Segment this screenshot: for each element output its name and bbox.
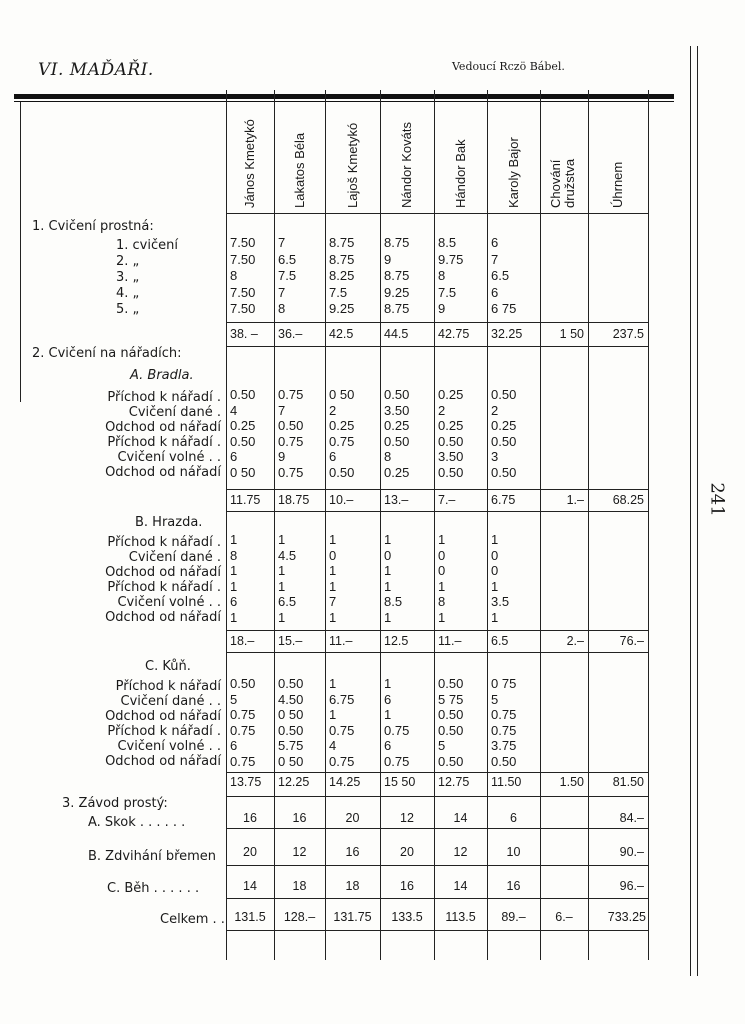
- total-value: 20: [345, 811, 360, 825]
- total-value: 1.–: [566, 493, 584, 507]
- cell-value: 0.25: [384, 464, 410, 480]
- header-rule-thin: [14, 101, 674, 102]
- row-rule: [226, 828, 648, 829]
- cell-value: 7.5: [329, 284, 348, 300]
- cell-value: 9.25: [329, 301, 355, 316]
- total-value: 14: [453, 811, 468, 825]
- cell-value: 6 75: [491, 301, 517, 316]
- cell-value: 0: [491, 547, 499, 563]
- cell-value: 1: [329, 676, 337, 691]
- row-label: Cvičení volné . .: [117, 595, 221, 610]
- cell-value: 8.75: [384, 235, 410, 250]
- cell-value: 0.75: [278, 464, 304, 480]
- column-header: Lakatos Béla: [291, 132, 307, 208]
- cell-value: 1: [329, 532, 337, 547]
- cell-value: 0 75: [491, 676, 517, 691]
- row-label: Příchod k nářadí .: [107, 724, 221, 739]
- total-value: 1.50: [559, 775, 584, 789]
- cell-value: 0.50: [438, 464, 464, 480]
- total-value: 38. –: [230, 327, 258, 341]
- row-label: Příchod k nářadí .: [107, 580, 221, 595]
- cell-value: 0: [438, 563, 446, 578]
- cell-value: 3.50: [384, 402, 410, 418]
- column-rule: [325, 90, 326, 960]
- total-value: 44.5: [384, 327, 409, 341]
- row-rule: [226, 489, 648, 490]
- total-value: 18: [292, 879, 307, 893]
- cell-value: 4: [329, 738, 337, 753]
- row-label: 1. cvičení: [116, 238, 178, 253]
- row-label: Odchod od nářadí: [105, 420, 221, 435]
- row-rule: [226, 796, 648, 797]
- cell-value: 1: [438, 532, 446, 547]
- cell-value: 1: [230, 609, 238, 625]
- cell-value: 7.50: [230, 301, 256, 316]
- cell-value: 5: [230, 691, 238, 707]
- total-value: 12.75: [438, 775, 470, 789]
- cell-value: 0.50: [438, 707, 464, 722]
- total-value: 6: [510, 811, 517, 825]
- cell-value: 8.5: [438, 235, 457, 250]
- total-value: 11.–: [329, 634, 353, 648]
- cell-value: 1: [384, 707, 392, 722]
- cell-value: 6: [491, 284, 499, 300]
- cell-value: 0.50: [230, 387, 256, 402]
- cell-value: 7: [278, 235, 286, 250]
- column-rule: [274, 90, 275, 960]
- cell-value: 6: [384, 691, 392, 707]
- cell-value: 0.25: [438, 387, 464, 402]
- cell-value: 0.50: [384, 387, 410, 402]
- cell-value: 6: [329, 449, 337, 464]
- team-leader: Vedoucí Rczö Bábel.: [452, 60, 565, 73]
- page-number: 241: [706, 482, 728, 517]
- cell-value: 1: [230, 563, 238, 578]
- cell-value: 5: [491, 691, 499, 707]
- cell-value: 1: [491, 578, 499, 594]
- cell-value: 0: [491, 563, 499, 578]
- cell-value: 0.50: [438, 676, 464, 691]
- cell-value: 1: [438, 609, 446, 625]
- row-label: 4. „: [116, 286, 140, 301]
- total-value: 96.–: [619, 879, 644, 893]
- cell-value: 8: [438, 594, 446, 609]
- total-value: 11.–: [438, 634, 462, 648]
- cell-value: 2: [438, 402, 446, 418]
- cell-value: 1: [278, 578, 286, 594]
- cell-value: 5: [438, 738, 446, 753]
- cell-value: 0.75: [230, 722, 256, 738]
- cell-value: 1: [230, 578, 238, 594]
- total-value: 32.25: [491, 327, 523, 341]
- row-label: Příchod k nářadí .: [107, 390, 221, 405]
- cell-value: 0.50: [438, 433, 464, 449]
- cell-value: 3.5: [491, 594, 510, 609]
- row-rule: [226, 865, 648, 866]
- cell-value: 7: [329, 594, 337, 609]
- cell-value: 0.50: [278, 722, 304, 738]
- cell-value: 0.75: [329, 722, 355, 738]
- cell-value: 1: [384, 532, 392, 547]
- column-rule: [487, 90, 488, 960]
- cell-value: 0.50: [329, 464, 355, 480]
- cell-value: 1: [329, 578, 337, 594]
- row-rule: [226, 511, 648, 512]
- column-rule: [434, 90, 435, 960]
- total-value: 14.25: [329, 775, 361, 789]
- kun-title: C. Kůň.: [145, 659, 191, 674]
- cell-value: 0 50: [329, 387, 355, 402]
- row-label: Cvičení volné . .: [117, 739, 221, 754]
- total-value: 12: [453, 845, 468, 859]
- total-value: 11.75: [230, 493, 261, 507]
- cell-value: 1: [384, 563, 392, 578]
- cell-value: 1: [384, 676, 392, 691]
- column-header: Chování družstva: [548, 158, 577, 208]
- cell-value: 1: [329, 563, 337, 578]
- total-value: 20: [400, 845, 414, 859]
- cell-value: 8.75: [329, 251, 355, 267]
- row-rule: [226, 630, 648, 631]
- total-value: 10: [506, 845, 521, 859]
- cell-value: 0.25: [230, 418, 256, 433]
- cell-value: 8.75: [384, 301, 410, 316]
- cell-value: 7: [278, 284, 286, 300]
- total-value: 133.5: [391, 910, 423, 924]
- cell-value: 8.5: [384, 594, 403, 609]
- cell-value: 6.75: [329, 691, 355, 707]
- cell-value: 1: [230, 532, 238, 547]
- total-value: 13.75: [230, 775, 262, 789]
- row-label: Příchod k nářadí .: [107, 435, 221, 450]
- left-rule: [20, 102, 21, 402]
- column-rule: [648, 90, 649, 960]
- row-rule: [226, 772, 648, 773]
- cell-value: 0.75: [329, 433, 355, 449]
- total-value: 15 50: [384, 775, 416, 789]
- cell-value: 0.75: [384, 722, 410, 738]
- total-value: 18.75: [278, 493, 310, 507]
- column-header: Karoly Bajor: [505, 137, 521, 208]
- cell-value: 8: [230, 547, 238, 563]
- total-value: 36.–: [278, 327, 303, 341]
- total-value: 12: [400, 811, 414, 825]
- cell-value: 9: [384, 251, 392, 267]
- cell-value: 1: [278, 563, 286, 578]
- cell-value: 6.5: [278, 594, 297, 609]
- cell-value: 0.75: [384, 753, 410, 769]
- total-value: 84.–: [619, 811, 644, 825]
- cell-value: 0.50: [230, 676, 256, 691]
- total-value: 13.–: [384, 493, 409, 507]
- cell-value: 2: [329, 402, 337, 418]
- cell-value: 0.50: [491, 464, 517, 480]
- row-rule: [226, 322, 648, 323]
- cell-value: 0: [384, 547, 392, 563]
- cell-value: 0 50: [278, 753, 304, 769]
- cell-value: 8: [230, 268, 238, 283]
- total-value: 128.–: [283, 910, 316, 924]
- cell-value: 0.75: [278, 387, 304, 402]
- total-value: 42.5: [329, 327, 354, 341]
- total-value: 12: [292, 845, 307, 859]
- bradla-title: A. Bradla.: [130, 368, 194, 383]
- cell-value: 0 50: [230, 464, 256, 480]
- cell-value: 1: [384, 578, 392, 594]
- cell-value: 0.50: [230, 433, 256, 449]
- total-value: 7.–: [438, 493, 456, 507]
- cell-value: 2: [491, 402, 499, 418]
- total-value: 12.5: [384, 634, 409, 648]
- row-rule: [226, 213, 648, 214]
- cell-value: 1: [438, 578, 446, 594]
- cell-value: 0.25: [438, 418, 464, 433]
- total-value: 12.25: [278, 775, 310, 789]
- cell-value: 0.50: [278, 676, 304, 691]
- cell-value: 6.5: [491, 268, 510, 283]
- total-value: 15.–: [278, 634, 303, 648]
- cell-value: 7.5: [278, 268, 297, 283]
- row-label: 5. „: [116, 302, 140, 317]
- total-value: 6.75: [491, 493, 516, 507]
- cell-value: 0.75: [278, 433, 304, 449]
- cell-value: 8.25: [329, 268, 355, 283]
- cell-value: 0.75: [491, 707, 517, 722]
- margin-rule-1: [690, 46, 691, 976]
- cell-value: 1: [278, 532, 286, 547]
- cell-value: 7.50: [230, 235, 256, 250]
- cell-value: 8: [278, 301, 286, 316]
- cell-value: 6: [384, 738, 392, 753]
- row-label: Cvičení volné . .: [117, 450, 221, 465]
- header-rule-thick: [14, 94, 674, 99]
- total-value: 16: [345, 845, 360, 859]
- column-rule: [540, 90, 541, 960]
- cell-value: 0 50: [278, 707, 304, 722]
- row-rule: [226, 346, 648, 347]
- total-value: 113.5: [445, 910, 476, 924]
- column-header: Úhrnem: [610, 161, 625, 208]
- skok-label: A. Skok . . . . . .: [88, 815, 186, 830]
- row-label: Cvičení dané .: [128, 550, 221, 565]
- total-value: 237.5: [612, 327, 644, 341]
- total-value: 131.5: [234, 910, 266, 924]
- cell-value: 0.50: [438, 753, 464, 769]
- row-rule: [226, 652, 648, 653]
- total-value: 14: [243, 879, 257, 893]
- cell-value: 4: [230, 402, 238, 418]
- cell-value: 0.50: [438, 722, 464, 738]
- total-value: 18: [345, 879, 360, 893]
- total-value: 68.25: [612, 493, 644, 507]
- cell-value: 4.5: [278, 547, 297, 563]
- column-header: János Kmetykó: [242, 119, 257, 208]
- total-value: 42.75: [438, 327, 470, 341]
- cell-value: 3.50: [438, 449, 464, 464]
- cell-value: 6.5: [278, 251, 297, 267]
- row-label: Odchod od nářadí: [105, 610, 221, 625]
- cell-value: 0.75: [230, 707, 256, 722]
- cell-value: 0.50: [278, 418, 304, 433]
- row-label: Příchod k nářadí: [115, 679, 221, 694]
- hrazda-title: B. Hrazda.: [135, 515, 203, 530]
- total-value: 81.50: [612, 775, 644, 789]
- total-value: 14: [453, 879, 468, 893]
- margin-rule-2: [697, 46, 698, 976]
- cell-value: 0.75: [230, 753, 256, 769]
- cell-value: 0.25: [491, 418, 517, 433]
- cell-value: 1: [384, 609, 392, 625]
- row-label: Cvičení dané . .: [120, 694, 221, 709]
- column-header: Nándor Kováts: [399, 122, 414, 208]
- total-value: 6.5: [491, 634, 509, 648]
- cell-value: 9.25: [384, 284, 410, 300]
- cell-value: 4.50: [278, 691, 304, 707]
- cell-value: 5 75: [438, 691, 464, 707]
- column-header: Lajoš Kmetykó: [344, 122, 360, 208]
- row-label: Příchod k nářadí .: [107, 535, 221, 550]
- cell-value: 7.50: [230, 284, 256, 300]
- total-value: 16: [243, 811, 257, 825]
- cell-value: 1: [491, 609, 499, 625]
- total-value: 2.–: [566, 634, 584, 648]
- cell-value: 9.75: [438, 251, 464, 267]
- celkem-label: Celkem . .: [160, 912, 225, 927]
- cell-value: 7: [278, 402, 286, 418]
- cell-value: 8: [384, 449, 392, 464]
- cell-value: 0.50: [384, 433, 410, 449]
- cell-value: 0.75: [329, 753, 355, 769]
- cell-value: 1: [329, 707, 337, 722]
- row-label: 3. „: [116, 270, 140, 285]
- total-value: 20: [243, 845, 257, 859]
- cell-value: 7: [491, 251, 499, 267]
- section-title: VI. MAĎAŘI.: [38, 60, 154, 80]
- cell-value: 9: [438, 301, 446, 316]
- row-label: Odchod od nářadí: [105, 465, 221, 480]
- cell-value: 6: [230, 449, 238, 464]
- column-rule: [380, 90, 381, 960]
- section-3-title: 3. Závod prostý:: [62, 796, 168, 811]
- cell-value: 8.75: [384, 268, 410, 283]
- cell-value: 6: [230, 738, 238, 753]
- total-value: 6.–: [555, 910, 573, 924]
- section-2-title: 2. Cvičení na nářadích:: [32, 346, 182, 361]
- column-rule: [226, 90, 227, 960]
- zdvihani-label: B. Zdvihání břemen: [88, 849, 217, 864]
- cell-value: 0.75: [491, 722, 517, 738]
- total-value: 18.–: [230, 634, 255, 648]
- cell-value: 1: [491, 532, 499, 547]
- total-value: 76.–: [619, 634, 644, 648]
- cell-value: 8: [438, 268, 446, 283]
- section-1-title: 1. Cvičení prostná:: [32, 219, 154, 234]
- row-label: Odchod od nářadí: [105, 754, 221, 769]
- column-rule: [588, 90, 589, 960]
- row-label: Odchod od nářadí: [105, 709, 221, 724]
- cell-value: 9: [278, 449, 286, 464]
- cell-value: 1: [278, 609, 286, 625]
- cell-value: 0.50: [491, 387, 517, 402]
- cell-value: 0.50: [491, 753, 517, 769]
- column-header: Hándor Bak: [452, 139, 468, 208]
- cell-value: 7.5: [438, 284, 457, 300]
- total-value: 16: [400, 879, 414, 893]
- cell-value: 8.75: [329, 235, 355, 250]
- total-value: 16: [506, 879, 521, 893]
- total-value: 16: [292, 811, 307, 825]
- cell-value: 0: [329, 547, 337, 563]
- beh-label: C. Běh . . . . . .: [107, 881, 200, 896]
- cell-value: 0.50: [491, 433, 517, 449]
- cell-value: 1: [329, 609, 337, 625]
- cell-value: 0.25: [384, 418, 410, 433]
- cell-value: 7.50: [230, 251, 256, 267]
- cell-value: 6: [491, 235, 499, 250]
- total-value: 10.–: [329, 493, 354, 507]
- row-rule: [226, 930, 648, 931]
- cell-value: 0: [438, 547, 446, 563]
- cell-value: 3: [491, 449, 499, 464]
- row-label: Odchod od nářadí: [105, 565, 221, 580]
- row-rule: [226, 898, 648, 899]
- row-label: Cvičení dané .: [128, 405, 221, 420]
- total-value: 89.–: [501, 910, 526, 924]
- cell-value: 0.25: [329, 418, 355, 433]
- cell-value: 6: [230, 594, 238, 609]
- total-value: 90.–: [619, 845, 644, 859]
- total-value: 131.75: [333, 910, 372, 924]
- cell-value: 3.75: [491, 738, 517, 753]
- cell-value: 5.75: [278, 738, 304, 753]
- row-label: 2. „: [116, 254, 140, 269]
- total-value: 733.25: [607, 910, 646, 924]
- total-value: 1 50: [559, 327, 584, 341]
- total-value: 11.50: [491, 775, 522, 789]
